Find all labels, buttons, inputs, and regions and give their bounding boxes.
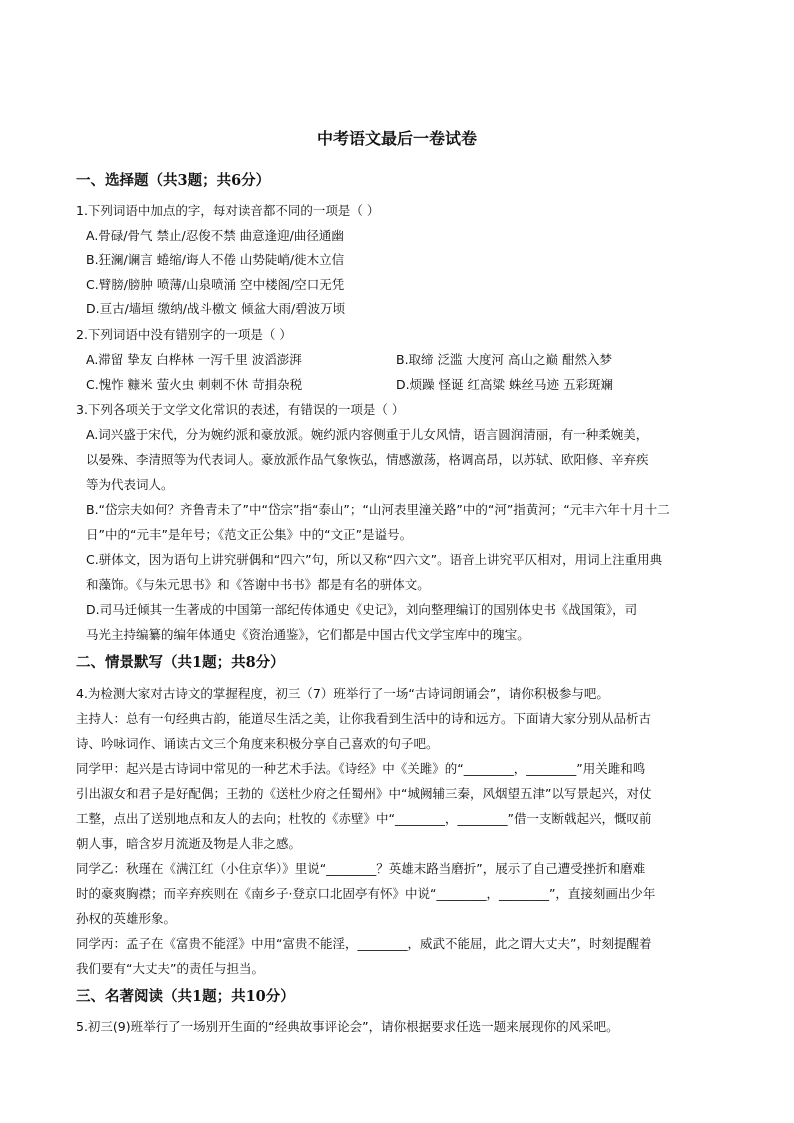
- q3-option-a: A.词兴盛于宋代，分为婉约派和豪放派。婉约派内容侧重于儿女风情，语言圆润清丽，有一种柔婉美，: [86, 427, 649, 442]
- q5-stem: 5.初三(9)班举行了一场别开生面的“经典故事评论会”，请你根据要求任选一题来展现你的风采吧。: [76, 1019, 619, 1034]
- q2-option-b: B.取缔 泛滥 大度河 高山之巅 酣然入梦: [396, 352, 612, 367]
- q1-stem: 1.下列词语中加点的字，每对读音都不同的一项是（ ）: [76, 203, 380, 218]
- section-heading-recitation: 二、情景默写（共1题；共8分）: [76, 654, 285, 671]
- q4-stem: 4.为检测大家对古诗文的掌握程度，初三（7）班举行了一场“古诗词朗诵会”，请你积极参与吧。: [76, 686, 609, 701]
- q2-option-a: A.滞留 挚友 白桦林 一泻千里 波滔澎湃: [86, 352, 302, 367]
- q2-option-d: D.烦躁 怪诞 红高粱 蛛丝马迹 五彩斑斓: [396, 377, 613, 392]
- q4-student-c-line: 同学丙：孟子在《富贵不能淫》中用“富贵不能淫，________，威武不能屈，此之谓大丈夫”，时刻提醒着: [76, 936, 652, 951]
- q1-option-b: B.狂澜/谰言 蜷缩/诲人不倦 山势陡峭/徙木立信: [86, 252, 345, 267]
- q4-host-line: 诗、吟咏词作、诵读古文三个角度来积极分享自己喜欢的句子吧。: [76, 736, 439, 751]
- page-title: 中考语文最后一卷试卷: [316, 129, 477, 148]
- q4-student-a-line: 引出淑女和君子是好配偶；王勃的《送杜少府之任蜀州》中“城阙辅三秦，风烟望五津”以写景起兴，对仗: [76, 786, 652, 801]
- q3-stem: 3.下列各项关于文学文化常识的表述，有错误的一项是（ ）: [76, 402, 405, 417]
- q2-option-c: C.愧怍 糠米 萤火虫 刺刺不休 苛捐杂税: [86, 377, 303, 392]
- q3-option-d: D.司马迁倾其一生著成的中国第一部纪传体通史《史记》，刘向整理编订的国别体史书《战国策》，司: [86, 602, 638, 617]
- q3-option-c: C.骈体文，因为语句上讲究骈偶和“四六”句，所以又称“四六文”。语音上讲究平仄相对，用词上注重用典: [86, 552, 663, 567]
- q3-option-a-cont: 以晏殊、李清照等为代表词人。豪放派作品气象恢弘，情感激荡，格调高昂，以苏轼、欧阳修、辛弃疾: [86, 452, 649, 467]
- q4-student-a-line: 同学甲：起兴是古诗词中常见的一种艺术手法。《诗经》中《关雎》的“________，________”用关雎和鸣: [76, 761, 646, 776]
- q1-option-a: A.骨碌/骨气 禁止/忍俊不禁 曲意逢迎/曲径通幽: [86, 228, 344, 243]
- q4-host-line: 主持人：总有一句经典古韵，能道尽生活之美，让你我看到生活中的诗和远方。下面请大家分别从品析古: [76, 711, 652, 726]
- q4-student-c-line: 我们要有“大丈夫”的责任与担当。: [76, 961, 264, 976]
- q3-option-c-cont: 和藻饰。《与朱元思书》和《答谢中书书》都是有名的骈体文。: [86, 577, 430, 592]
- q2-stem: 2.下列词语中没有错别字的一项是（ ）: [76, 327, 292, 342]
- q3-option-d-cont: 马光主持编纂的编年体通史《资治通鉴》，它们都是中国古代文学宝库中的瑰宝。: [86, 627, 530, 642]
- q4-student-a-line: 工整，点出了送别地点和友人的去向；杜牧的《赤壁》中“________，________”借一支断戟起兴，慨叹前: [76, 811, 652, 826]
- q4-student-b-line: 同学乙：秋瑾在《满江红（小住京华）》里说“________？英雄末路当磨折”，展示了自己遭受挫折和磨难: [76, 861, 646, 876]
- q3-option-b-cont: 日”中的“元丰”是年号；《范文正公集》中的“文正”是谥号。: [86, 527, 413, 542]
- section-heading-choice: 一、选择题（共3题；共6分）: [76, 172, 271, 189]
- q1-option-d: D.亘古/墙垣 缴纳/战斗檄文 倾盆大雨/碧波万顷: [86, 301, 346, 316]
- q3-option-a-cont: 等为代表词人。: [86, 477, 174, 492]
- q4-student-b-line: 孙权的英雄形象。: [76, 911, 177, 926]
- q3-option-b: B.“岱宗夫如何？齐鲁青未了”中“岱宗”指“泰山”；“山河表里潼关路”中的“河”指黄河；“元丰六年十月十二: [86, 502, 670, 517]
- q4-student-a-line: 朝人事，暗含岁月流逝及物是人非之感。: [76, 836, 302, 851]
- section-heading-classics: 三、名著阅读（共1题；共10分）: [76, 988, 295, 1005]
- q1-option-c: C.臂膀/膀肿 喷薄/山泉喷涌 空中楼阁/空口无凭: [86, 277, 345, 292]
- q4-student-b-line: 时的豪爽胸襟；而辛弃疾则在《南乡子·登京口北固亭有怀》中说“________，________”，直接刻画出少年: [76, 886, 656, 901]
